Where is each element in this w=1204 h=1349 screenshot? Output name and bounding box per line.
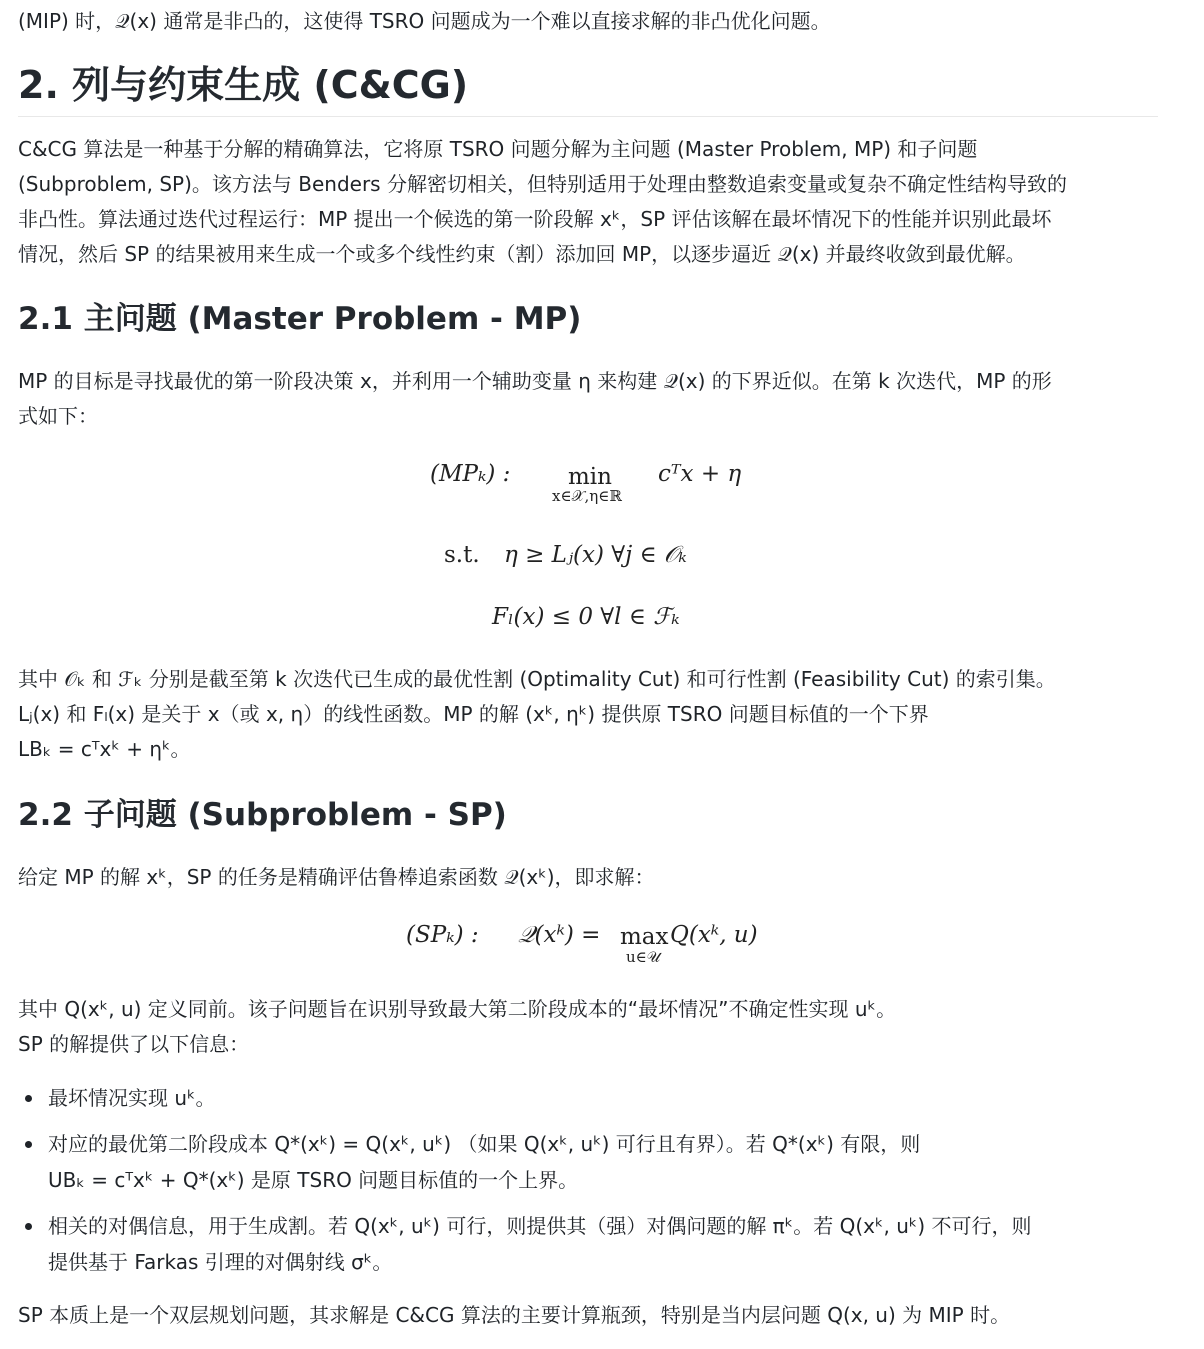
sp-output-list (18, 1080, 1158, 1280)
list-item-text: 提供基于 Farkas 引理的对偶射线 σᵏ。 (48, 1250, 393, 1274)
section22-paragraph: 给定 MP 的解 xᵏ，SP 的任务是精确评估鲁棒追索函数 𝒬(xᵏ)，即求解： (18, 865, 655, 889)
list-item (18, 1080, 1158, 1116)
list-item-text: 对应的最优第二阶段成本 Q*(xᵏ) = Q(xᵏ, uᵏ) （如果 Q(xᵏ, uᵏ) 可行且有界）。若 Q*(xᵏ) 有限，则 (48, 1132, 921, 1156)
section22-after-paragraph (18, 992, 1158, 1062)
closing-paragraph: SP 本质上是一个双层规划问题，其求解是 C&CG 算法的主要计算瓶颈，特别是当内层问题 Q(x, u) 为 MIP 时。 (18, 1303, 1011, 1327)
paragraph-line: 式如下： (18, 404, 98, 428)
paragraph-line: 非凸性。算法通过迭代过程运行：MP 提出一个候选的第一阶段解 xᵏ，SP 评估该解在最坏情况下的性能并识别此最坏 (18, 207, 1052, 231)
mp-min-operator: min (568, 464, 612, 490)
section-heading-master-problem: 2.1 主问题 (Master Problem - MP) (18, 301, 582, 337)
list-item (18, 1126, 1158, 1198)
section-heading-subproblem: 2.2 子问题 (Subproblem - SP) (18, 797, 507, 833)
paragraph-line: (Subproblem, SP)。该方法与 Benders 分解密切相关，但特别适用于处理由整数追索变量或复杂不确定性结构导致的 (18, 172, 1067, 196)
paragraph-line: 其中 𝒪ₖ 和 ℱₖ 分别是截至第 k 次迭代已生成的最优性割 (Optimality Cut) 和可行性割 (Feasibility Cut) 的索引集。 (18, 667, 1056, 691)
paragraph-line: C&CG 算法是一种基于分解的精确算法，它将原 TSRO 问题分解为主问题 (Master Problem, MP) 和子问题 (18, 137, 978, 161)
section21-after-paragraph (18, 662, 1158, 767)
list-item-text: 相关的对偶信息，用于生成割。若 Q(xᵏ, uᵏ) 可行，则提供其（强）对偶问题的解 πᵏ。若 Q(xᵏ, uᵏ) 不可行，则 (48, 1214, 1032, 1238)
sp-lhs: 𝒬(xᵏ) = (518, 922, 601, 948)
list-item (18, 1208, 1158, 1280)
mp-st-label: s.t. (444, 542, 480, 568)
mp-optimality-constraint: η ≥ Lⱼ(x) ∀j ∈ 𝒪ₖ (504, 542, 687, 568)
paragraph-line: LBₖ = cᵀxᵏ + ηᵏ。 (18, 737, 191, 761)
intro-paragraph-tail: (MIP) 时，𝒬(x) 通常是非凸的，这使得 TSRO 问题成为一个难以直接求解的非凸优化问题。 (18, 9, 831, 33)
paragraph-line: Lⱼ(x) 和 Fₗ(x) 是关于 x（或 x, η）的线性函数。MP 的解 (xᵏ, ηᵏ) 提供原 TSRO 问题目标值的一个下界 (18, 702, 929, 726)
sp-max-subscript: u∈𝒰 (626, 948, 661, 966)
paragraph-line: MP 的目标是寻找最优的第一阶段决策 x，并利用一个辅助变量 η 来构建 𝒬(x) 的下界近似。在第 k 次迭代，MP 的形 (18, 369, 1052, 393)
list-item-text: UBₖ = cᵀxᵏ + Q*(xᵏ) 是原 TSRO 问题目标值的一个上界。 (48, 1168, 579, 1192)
paragraph-line: 情况，然后 SP 的结果被用来生成一个或多个线性约束（割）添加回 MP，以逐步逼近 𝒬(x) 并最终收敛到最优解。 (18, 242, 1026, 266)
mp-feasibility-constraint: Fₗ(x) ≤ 0 ∀l ∈ ℱₖ (492, 604, 680, 630)
mp-label: (MPₖ) : (430, 461, 511, 487)
sp-label: (SPₖ) : (406, 922, 479, 948)
paragraph-line: 其中 Q(xᵏ, u) 定义同前。该子问题旨在识别导致最大第二阶段成本的“最坏情况”不确定性实现 uᵏ。 (18, 997, 897, 1021)
mp-objective: cᵀx + η (658, 461, 742, 487)
sp-rhs: Q(xᵏ, u) (670, 922, 758, 948)
section21-paragraph (18, 364, 1158, 434)
mp-min-subscript: x∈𝒳,η∈ℝ (552, 487, 622, 505)
sp-max-operator: max (620, 924, 669, 950)
section-heading-ccg: 2. 列与约束生成 (C&CG) (18, 60, 1158, 117)
section2-paragraph (18, 132, 1158, 272)
paragraph-line: SP 的解提供了以下信息： (18, 1032, 250, 1056)
list-item-text: 最坏情况实现 uᵏ。 (48, 1086, 216, 1110)
